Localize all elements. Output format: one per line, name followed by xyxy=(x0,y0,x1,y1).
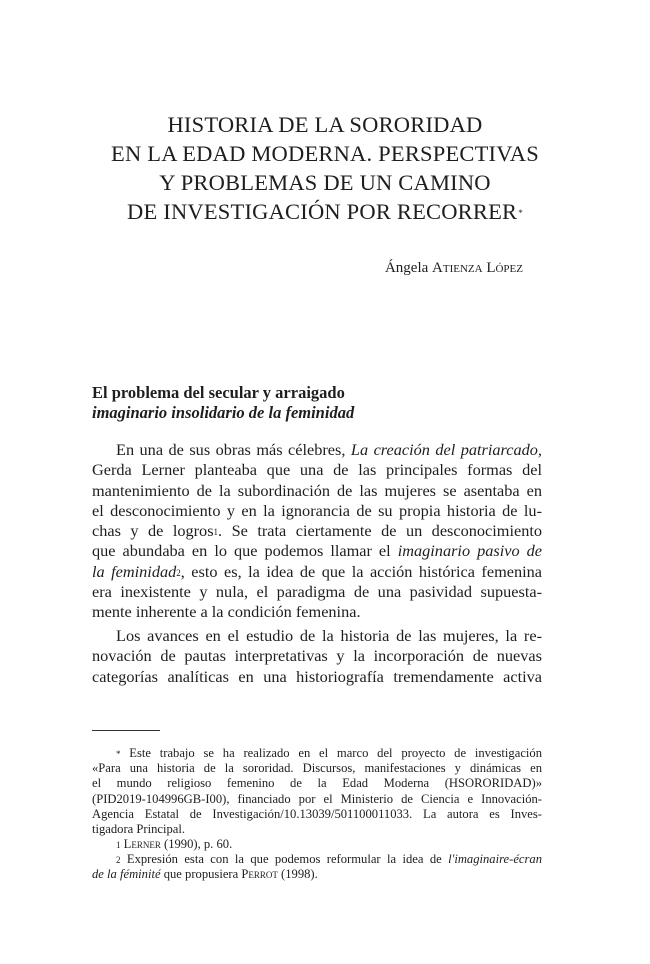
body-paragraph-1 xyxy=(92,440,542,623)
section-heading-line-1: El problema del secular y arraigado xyxy=(92,383,345,402)
italic-term: imaginario pasivo de xyxy=(397,541,542,561)
text-run: Este trabajo se ha realizado en el marco del proyecto de investigación xyxy=(129,746,542,760)
section-heading-line-2: imaginario insolidario de la feminidad xyxy=(92,403,355,422)
footnote-mark: 1 xyxy=(116,840,121,850)
footnote-star xyxy=(92,746,542,837)
title-line-2: EN LA EDAD MODERNA. PERSPECTIVAS xyxy=(111,141,539,166)
footnote-line: (PID2019-104996GB-I00), financiado por el Ministerio de Ciencia e Innovación- xyxy=(92,791,542,806)
title-footnote-mark[interactable]: * xyxy=(518,208,523,218)
title-line-4-text: DE INVESTIGACIÓN POR RECORRER xyxy=(127,199,518,224)
body-paragraph-2 xyxy=(92,626,542,687)
book-title: La creación del patriarcado, xyxy=(350,440,542,459)
paragraph-line: categorías analíticas en una historiografía tremendamente activa xyxy=(92,666,542,686)
paragraph-line xyxy=(92,562,542,582)
paragraph-line: novación de pautas interpretativas y la incorporación de nuevas xyxy=(92,646,542,666)
paragraph-line: mantenimiento de la subordinación de las mujeres se asentaba en xyxy=(92,480,542,500)
text-run: (1990), p. 60. xyxy=(160,837,233,851)
footnote-2 xyxy=(92,852,542,882)
footnote-line xyxy=(92,746,542,761)
article-title xyxy=(0,110,650,226)
footnote-divider xyxy=(92,730,160,731)
author-name xyxy=(385,260,523,277)
footnote-line: «Para una historia de la sororidad. Discursos, manifestaciones y dinámicas en xyxy=(92,761,542,776)
title-line-1: HISTORIA DE LA SORORIDAD xyxy=(167,112,483,137)
cited-author: Lerner xyxy=(123,837,161,851)
author-first-name: Ángela xyxy=(384,260,429,276)
paragraph-line: el desconocimiento y en la ignorancia de su propia historia de lu- xyxy=(92,500,542,520)
italic-term: l'imaginaire-écran xyxy=(448,852,542,866)
footnote-mark: * xyxy=(116,749,121,759)
footnote-line xyxy=(92,837,542,852)
footnote-mark: 2 xyxy=(116,855,121,865)
text-run: . Se trata ciertamente de un desconocimiento xyxy=(218,521,543,541)
footnote-1 xyxy=(92,837,542,852)
italic-term: de la féminité xyxy=(92,867,161,882)
cited-author: Perrot xyxy=(241,867,278,882)
text-run: Expresión esta con la que podemos reformular la idea de xyxy=(126,852,442,866)
text-run: En una de sus obras más célebres, xyxy=(116,440,346,459)
title-line-4 xyxy=(0,197,650,226)
text-run: chas y de logros xyxy=(92,521,214,541)
paragraph-line: Gerda Lerner planteaba que una de las principales formas del xyxy=(92,460,542,480)
paragraph-line xyxy=(92,521,542,541)
footnote-line: tigadora Principal. xyxy=(92,821,186,836)
footnote-line: Agencia Estatal de Investigación/10.13039/501100011033. La autora es Inves- xyxy=(92,806,542,821)
section-heading xyxy=(92,383,354,423)
text-run: que abundaba en lo que podemos llamar el xyxy=(92,541,391,561)
footnote-ref-2[interactable]: 2 xyxy=(176,567,181,578)
text-run: , esto es, la idea de que la acción histórica femenina xyxy=(180,561,542,581)
footnote-line xyxy=(92,867,542,882)
paragraph-line: era inexistente y nula, el paradigma de una pasividad supuesta- xyxy=(92,582,542,602)
italic-term: la feminidad xyxy=(92,561,177,581)
paragraph-line: mente inherente a la condición femenina. xyxy=(92,602,361,622)
title-line-3: Y PROBLEMAS DE UN CAMINO xyxy=(159,170,491,195)
text-run: que propusiera xyxy=(163,867,239,882)
author-last-name: Atienza López xyxy=(432,260,523,276)
paragraph-line xyxy=(92,541,542,561)
footnote-line: el mundo religioso femenino de la Edad Moderna (HSORORIDAD)» xyxy=(92,776,542,791)
footnote-ref-1[interactable]: 1 xyxy=(213,527,219,538)
text-run: (1998). xyxy=(281,867,318,882)
paragraph-line: Los avances en el estudio de la historia de las mujeres, la re- xyxy=(116,626,542,645)
footnote-line xyxy=(92,852,542,867)
paragraph-line xyxy=(92,440,542,460)
